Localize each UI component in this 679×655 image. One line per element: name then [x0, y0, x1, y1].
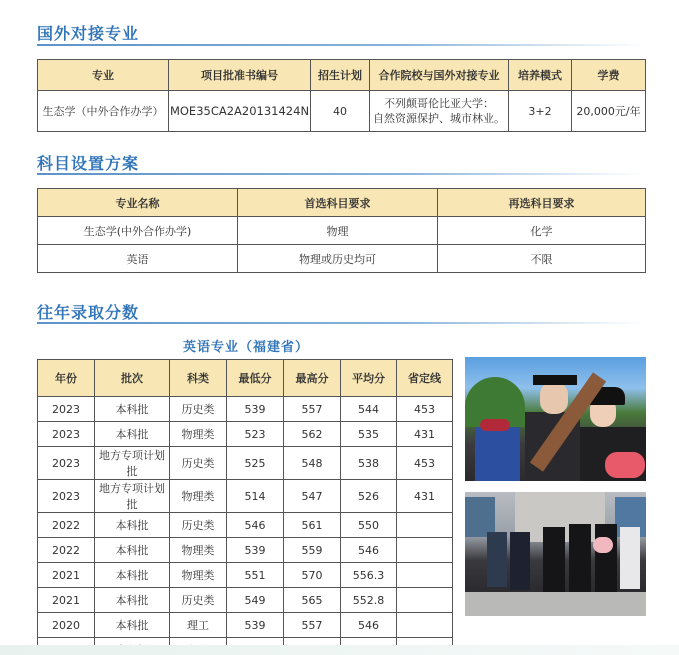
score-cell: 2022	[38, 538, 95, 563]
score-cell: 2023	[38, 422, 95, 447]
score-cell: 历史类	[170, 513, 227, 538]
score-cell: 526	[341, 480, 397, 513]
score-cell: 历史类	[170, 397, 227, 422]
score-cell: 物理类	[170, 480, 227, 513]
header-cell: 学费	[572, 60, 646, 91]
header-cell: 首选科目要求	[238, 189, 438, 217]
approval-number-cell: MOE35CA2A20131424N	[169, 91, 311, 132]
score-cell: 557	[284, 397, 341, 422]
mode-cell: 3+2	[509, 91, 572, 132]
score-cell: 562	[284, 422, 341, 447]
cell: 物理	[238, 217, 438, 245]
score-cell	[397, 563, 453, 588]
header-cell: 科类	[170, 360, 227, 397]
score-cell: 514	[227, 480, 284, 513]
score-cell: 453	[397, 397, 453, 422]
score-cell: 本科批	[95, 613, 170, 638]
section-divider	[37, 322, 642, 324]
section-title-subjects: 科目设置方案	[37, 154, 140, 173]
score-cell: 561	[284, 513, 341, 538]
admission-scores-table	[37, 359, 453, 655]
header-cell: 最高分	[284, 360, 341, 397]
table-row	[38, 217, 646, 245]
graduation-photo-group	[465, 492, 646, 616]
score-cell: 525	[227, 447, 284, 480]
header-cell: 批次	[95, 360, 170, 397]
section-divider	[37, 173, 642, 175]
table-header-row	[38, 189, 646, 217]
score-cell: 523	[227, 422, 284, 447]
score-cell: 物理类	[170, 538, 227, 563]
partner-line-1: 不列颠哥伦比亚大学：	[384, 97, 494, 110]
table-row	[38, 513, 453, 538]
score-cell: 2020	[38, 613, 95, 638]
cell: 英语	[38, 245, 238, 273]
table-row	[38, 563, 453, 588]
score-cell: 547	[284, 480, 341, 513]
header-cell: 培养模式	[509, 60, 572, 91]
score-cell: 570	[284, 563, 341, 588]
score-cell: 431	[397, 480, 453, 513]
score-cell: 2022	[38, 513, 95, 538]
header-cell: 招生计划	[311, 60, 370, 91]
score-cell: 538	[341, 447, 397, 480]
table-row	[38, 480, 453, 513]
cell: 化学	[438, 217, 646, 245]
section-title-partner-major: 国外对接专业	[37, 24, 140, 43]
score-cell: 539	[227, 613, 284, 638]
score-cell: 556.3	[341, 563, 397, 588]
score-cell: 2023	[38, 447, 95, 480]
score-cell: 本科批	[95, 563, 170, 588]
score-cell	[397, 513, 453, 538]
table-row	[38, 538, 453, 563]
score-cell: 历史类	[170, 447, 227, 480]
score-cell: 552.8	[341, 588, 397, 613]
header-cell: 项目批准书编号	[169, 60, 311, 91]
score-cell: 2023	[38, 397, 95, 422]
score-cell: 物理类	[170, 422, 227, 447]
score-cell: 546	[227, 513, 284, 538]
table-row	[38, 422, 453, 447]
score-cell: 546	[341, 538, 397, 563]
cell: 物理或历史均可	[238, 245, 438, 273]
score-cell	[397, 588, 453, 613]
score-cell: 2023	[38, 480, 95, 513]
header-cell: 最低分	[227, 360, 284, 397]
score-cell	[397, 613, 453, 638]
score-cell: 550	[341, 513, 397, 538]
header-cell: 再选科目要求	[438, 189, 646, 217]
score-cell: 546	[341, 613, 397, 638]
cell: 不限	[438, 245, 646, 273]
section-title-scores: 往年录取分数	[37, 303, 140, 322]
score-cell: 本科批	[95, 588, 170, 613]
score-cell: 本科批	[95, 397, 170, 422]
partner-line-2: 自然资源保护、城市林业。	[373, 112, 505, 125]
scores-subtitle: 英语专业（福建省）	[183, 340, 310, 355]
score-cell: 本科批	[95, 513, 170, 538]
header-cell: 省定线	[397, 360, 453, 397]
table-header-row	[38, 60, 646, 91]
page-footer-decoration	[0, 645, 679, 655]
score-cell: 本科批	[95, 422, 170, 447]
score-cell: 557	[284, 613, 341, 638]
table-row	[38, 91, 646, 132]
partner-cell	[370, 91, 509, 132]
score-cell: 565	[284, 588, 341, 613]
score-cell: 本科批	[95, 538, 170, 563]
score-cell: 453	[397, 447, 453, 480]
header-cell: 年份	[38, 360, 95, 397]
score-cell: 理工	[170, 613, 227, 638]
section-divider	[37, 44, 642, 46]
score-cell: 2021	[38, 588, 95, 613]
score-cell: 地方专项计划批	[95, 447, 170, 480]
major-cell: 生态学（中外合作办学）	[38, 91, 169, 132]
fee-cell: 20,000元/年	[572, 91, 646, 132]
score-cell: 539	[227, 538, 284, 563]
table-header-row	[38, 360, 453, 397]
score-cell: 549	[227, 588, 284, 613]
score-cell: 历史类	[170, 588, 227, 613]
score-cell: 539	[227, 397, 284, 422]
header-cell: 专业	[38, 60, 169, 91]
score-cell: 地方专项计划批	[95, 480, 170, 513]
cell: 生态学(中外合作办学)	[38, 217, 238, 245]
plan-cell: 40	[311, 91, 370, 132]
score-cell	[397, 538, 453, 563]
score-cell: 548	[284, 447, 341, 480]
score-cell: 559	[284, 538, 341, 563]
score-cell: 535	[341, 422, 397, 447]
score-cell: 物理类	[170, 563, 227, 588]
table-row	[38, 397, 453, 422]
header-cell: 专业名称	[38, 189, 238, 217]
score-cell: 431	[397, 422, 453, 447]
score-cell: 551	[227, 563, 284, 588]
subject-requirements-table	[37, 188, 646, 273]
header-cell: 平均分	[341, 360, 397, 397]
table-row	[38, 245, 646, 273]
table-row	[38, 588, 453, 613]
graduation-photo-professor-and-graduate	[465, 357, 646, 481]
header-cell: 合作院校与国外对接专业	[370, 60, 509, 91]
table-row	[38, 447, 453, 480]
scores-table-body	[38, 397, 453, 655]
score-cell: 2021	[38, 563, 95, 588]
partner-major-table	[37, 59, 646, 132]
score-cell: 544	[341, 397, 397, 422]
table-row	[38, 613, 453, 638]
